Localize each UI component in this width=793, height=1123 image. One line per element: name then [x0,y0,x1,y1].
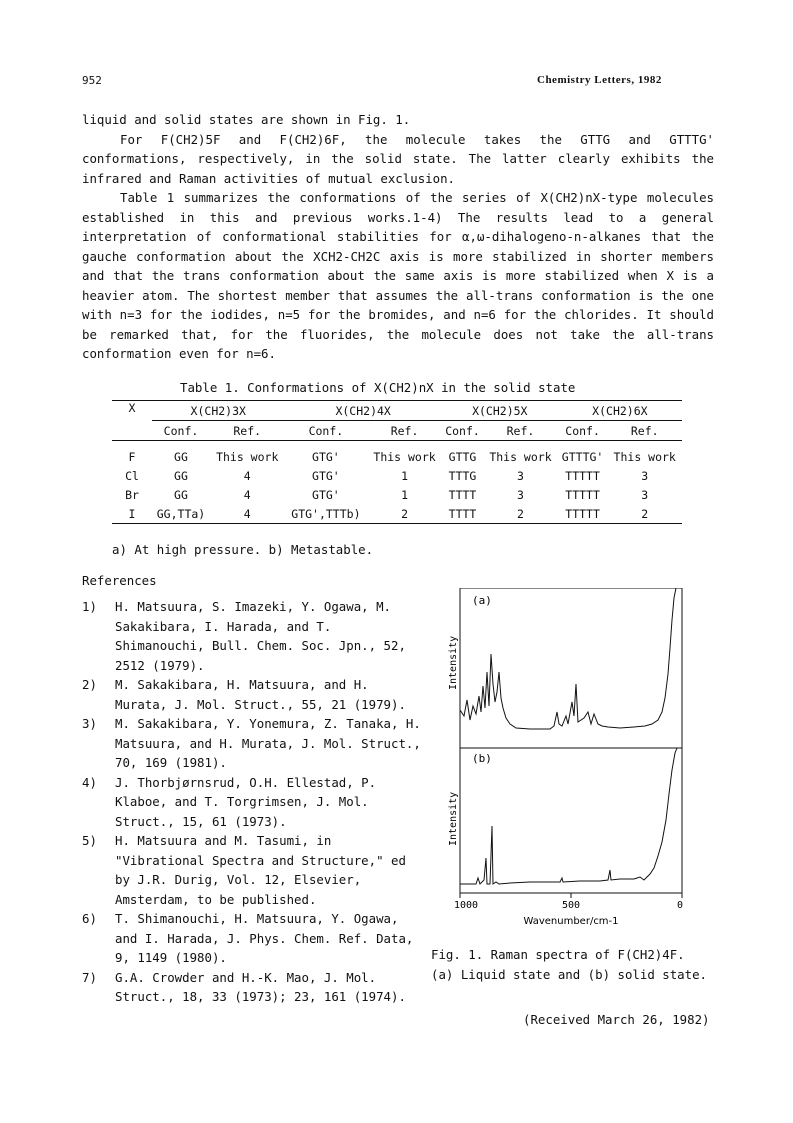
cell-ref: This work [489,449,552,464]
panel-a-label: (a) [472,594,492,607]
received-date: (Received March 26, 1982) [523,1012,710,1027]
cell-ref: 2 [517,506,524,521]
sub-header-conf: Conf. [308,423,344,438]
sub-header-conf: Conf. [163,423,199,438]
reference-item [82,714,427,773]
cell-conf: TTTTT [565,506,600,521]
sub-header-conf: Conf. [445,423,480,438]
cell-conf: GG [174,487,188,502]
reference-number: 6) [82,911,97,926]
cell-conf: TTTTT [565,468,600,483]
paragraph-1: liquid and solid states are shown in Fig. 1. [82,112,411,127]
reference-number: 4) [82,774,97,790]
raman-spectra-figure [440,588,690,928]
reference-number: 7) [82,969,97,985]
references-list [82,597,427,1007]
panel-b-frame [460,748,682,893]
figure-caption [431,945,731,984]
y-axis-label-a: Intensity [448,635,459,690]
sub-header-ref: Ref. [506,423,535,438]
spectrum-solid-trace [460,748,677,884]
sub-header-ref: Ref. [630,423,659,438]
reference-number: 3) [82,716,97,731]
table-footnote: a) At high pressure. b) Metastable. [112,542,374,557]
conformation-table [112,400,682,524]
reference-item [82,909,427,968]
reference-text: T. Shimanouchi, H. Matsuura, Y. Ogawa, and I. Harada, J. Phys. Chem. Ref. Data, 9, 1149 (1980). [115,911,414,965]
table-row [112,485,682,504]
x-tick-label: 500 [561,900,581,911]
group-header: X(CH2)6X [558,401,682,421]
table-row [112,466,682,485]
cell-ref: 3 [641,468,649,483]
cell-x: Cl [125,468,139,483]
cell-ref: 4 [243,468,251,483]
reference-text: G.A. Crowder and H.-K. Mao, J. Mol. Struct., 18, 33 (1973); 23, 161 (1974). [115,969,406,1004]
cell-conf: TTTT [448,506,477,521]
cell-conf: GTG' [312,487,340,502]
reference-number: 1) [82,599,97,614]
cell-ref: 2 [401,506,409,521]
reference-text: M. Sakakibara, Y. Yonemura, Z. Tanaka, H. Matsuura, and H. Murata, J. Mol. Struct., 70, 169 (1981). [115,716,421,770]
group-header: X(CH2)3X [152,401,284,421]
table-row [112,504,682,524]
reference-number: 5) [82,833,97,848]
cell-ref: 4 [243,487,251,502]
x-tick-label: 0 [676,900,684,911]
reference-text: H. Matsuura, S. Imazeki, Y. Ogawa, M. Sakakibara, I. Harada, and T. Shimanouchi, Bull. Chem. Soc. Jpn., 52, 2512 (1979). [115,599,406,673]
sub-header-conf: Conf. [565,423,600,438]
paragraph-2: For F(CH2)5F and F(CH2)6F, the molecule takes the GTTG and GTTTG' conformations, respectively, in the solid state. The latter clearly exhibits the infrared and Raman activities of mutual exclusion. [82,131,714,186]
cell-conf: GTG' [312,449,340,464]
cell-x: F [128,449,136,464]
cell-ref: 3 [517,487,524,502]
y-axis-label-b: Intensity [448,791,459,846]
cell-ref: 3 [641,487,649,502]
paragraph-3: Table 1 summarizes the conformations of the series of X(CH2)nX-type molecules established in this and previous works.1-4) The results lead to a general interpretation of conformational stabilities for α,ω-dihalogeno-n-alkanes that the gauche conformation about the XCH2-CH2C axis is more stabilized in shorter members and that the trans conformation about the same axis is more stabilized when X is a heavier atom. The shortest member that assumes the all-trans conformation is the one with n=3 for the iodides, n=5 for the bromides, and n=6 for the chlorides. It should be remarked that, for the fluorides, the molecule does not take the all-trans conformation even for n=6. [82,190,714,361]
reference-text: J. Thorbjørnsrud, O.H. Ellestad, P. Klaboe, and T. Torgrimsen, J. Mol. Struct., 15, 61 (1973). [115,774,377,829]
panel-b-label: (b) [472,752,492,765]
cell-ref: This work [373,449,436,464]
reference-item [82,675,427,714]
x-axis-label: Wavenumber/cm-1 [523,916,619,927]
cell-x: I [128,506,136,521]
reference-item [82,597,427,675]
cell-conf: GG,TTa) [156,506,206,521]
cell-conf: GTTG [448,449,477,464]
col-x-header: X [128,401,136,415]
cell-x: Br [125,487,139,502]
sub-header-ref: Ref. [233,423,262,438]
spectrum-liquid-trace [460,588,676,729]
sub-header-ref: Ref. [390,423,419,438]
cell-conf: GG [174,449,188,464]
cell-conf: GTTTG' [561,449,604,464]
cell-ref: 3 [517,468,524,483]
group-header: X(CH2)4X [284,401,441,421]
reference-item [82,831,427,909]
figure-caption-line-2: (a) Liquid state and (b) solid state. [431,966,708,982]
cell-conf: GTG',TTTb) [291,506,361,521]
x-tick-label: 1000 [453,900,479,911]
reference-number: 2) [82,677,97,692]
cell-ref: 2 [641,506,649,521]
cell-conf: TTTT [448,487,477,502]
table-caption: Table 1. Conformations of X(CH2)nX in the solid state [180,380,576,395]
cell-conf: TTTG [448,468,477,483]
cell-ref: 4 [243,506,251,521]
reference-text: M. Sakakibara, H. Matsuura, and H. Murata, J. Mol. Struct., 55, 21 (1979). [115,677,406,712]
reference-item [82,968,427,1007]
group-header: X(CH2)5X [442,401,558,421]
figure-caption-line-1: Fig. 1. Raman spectra of F(CH2)4F. [431,947,685,962]
cell-ref: This work [613,449,676,464]
reference-text: H. Matsuura and M. Tasumi, in "Vibrational Spectra and Structure," ed by J.R. Durig, Vol. 12, Elsevier, Amsterdam, to be published. [115,833,406,907]
body-text [82,110,714,364]
journal-header: Chemistry Letters, 1982 [537,74,662,86]
cell-ref: 1 [401,487,409,502]
table-row [112,447,682,466]
cell-conf: GTG' [312,468,340,483]
cell-ref: This work [216,449,279,464]
cell-conf: GG [174,468,188,483]
cell-conf: TTTTT [565,487,600,502]
reference-item [82,773,427,832]
cell-ref: 1 [401,468,409,483]
references-heading: References [82,573,157,588]
page-number: 952 [82,74,102,87]
panel-a-frame [460,588,682,748]
